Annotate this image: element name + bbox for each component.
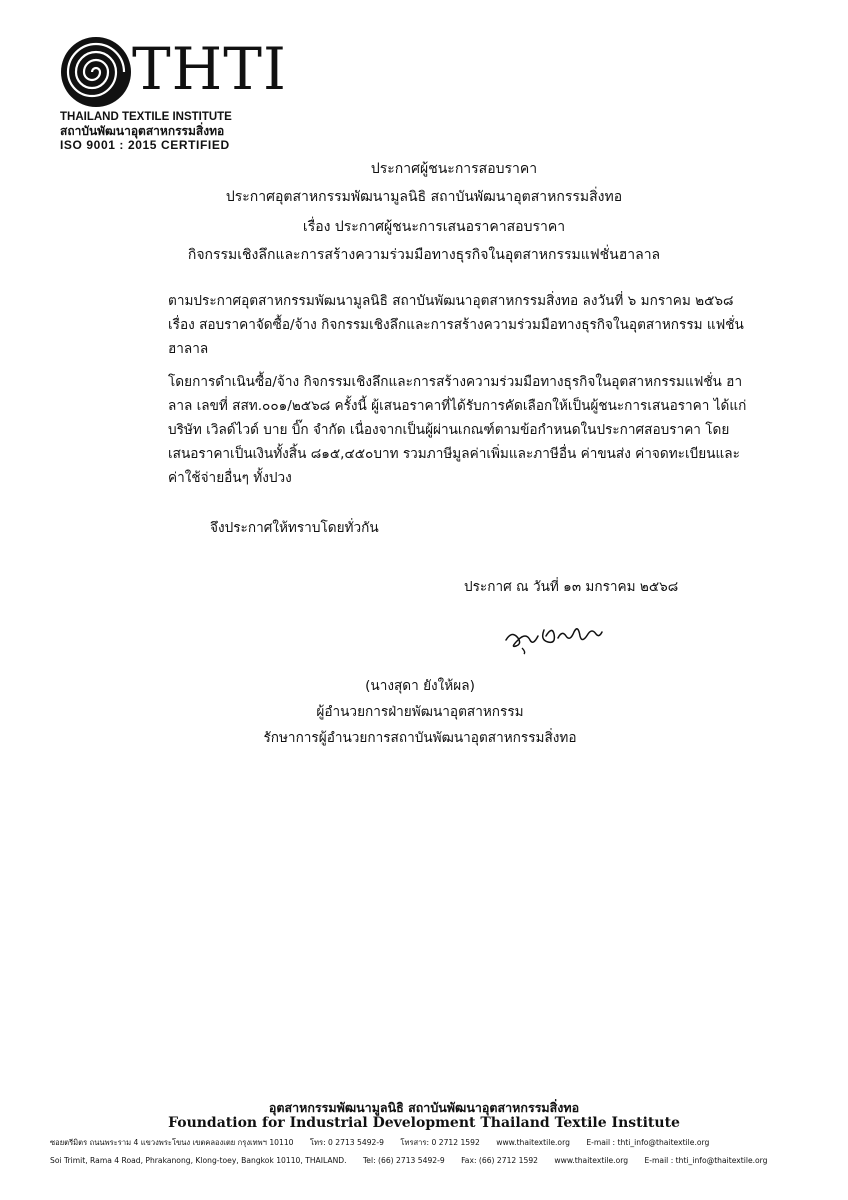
footer-address-th (50, 1137, 810, 1149)
footer-email: E-mail : thti_info@thaitextile.org (586, 1138, 710, 1147)
signatory-position-2: รักษาการผู้อำนวยการสถาบันพัฒนาอุตสาหกรรมสิ่งทอ (263, 730, 577, 746)
logo-certification: ISO 9001 : 2015 CERTIFIED (60, 138, 230, 152)
institute-logo (60, 35, 287, 152)
heading-line-2: ประกาศอุตสาหกรรมพัฒนามูลนิธิ สถาบันพัฒนาอุตสาหกรรมสิ่งทอ (225, 189, 623, 205)
signatory-position-1: ผู้อำนวยการฝ่ายพัฒนาอุตสาหกรรม (316, 704, 524, 720)
body-paragraph-3: จึงประกาศให้ทราบโดยทั่วกัน (210, 520, 379, 536)
footer-fax: Fax: (66) 2712 1592 (461, 1156, 538, 1165)
body-paragraph-1 (116, 289, 754, 361)
heading-activity: กิจกรรมเชิงลึกและการสร้างความร่วมมือทางธุรกิจในอุตสาหกรรมแฟชั่นฮาลาล (187, 247, 661, 263)
logo-wordmark: THTI (132, 35, 287, 103)
signatory-name: (นางสุดา ยังให้ผล) (365, 678, 475, 694)
footer-fax: โทรสาร: 0 2712 1592 (400, 1138, 480, 1147)
footer-tel: Tel: (66) 2713 5492-9 (362, 1156, 445, 1165)
heading-subject: เรื่อง ประกาศผู้ชนะการเสนอราคาสอบราคา (302, 219, 566, 235)
footer-email: E-mail : thti_info@thaitextile.org (644, 1156, 768, 1165)
paragraph-text: โดยการดำเนินซื้อ/จ้าง กิจกรรมเชิงลึกและการสร้างความร่วมมือทางธุรกิจในอุตสาหกรรมแฟชั่น ฮาลาล เลขที่ สสท.๐๐๑/๒๕๖๘ ครั้งนี้ ผู้เสนอราคาที่ได้รับการคัดเลือกให้เป็นผู้ชนะการเสนอราคา ได้แก่ บริษัท เวิลด์ไวด์ บาย บิ๊ก จำกัด เนื่องจากเป็นผู้ผ่านเกณฑ์ตามข้อกำหนดในประกาศสอบราคา โดยเสนอราคาเป็นเงินทั้งสิ้น ๘๑๕,๔๕๐บาท รวมภาษีมูลค่าเพิ่มและภาษีอื่น ค่าขนส่ง ค่าจดทะเบียนและค่าใช้จ่ายอื่นๆ ทั้งปวง (168, 374, 747, 486)
footer-org-en: Foundation for Industrial Development Thailand Textile Institute (168, 1115, 680, 1131)
paragraph-text: ตามประกาศอุตสาหกรรมพัฒนามูลนิธิ สถาบันพัฒนาอุตสาหกรรมสิ่งทอ ลงวันที่ ๖ มกราคม ๒๕๖๘ เรื่อง สอบราคาจัดซื้อ/จ้าง กิจกรรมเชิงลึกและการสร้างความร่วมมือทางธุรกิจในอุตสาหกรรม แฟชั่นฮาลาล (168, 293, 744, 357)
footer-website: www.thaitextile.org (554, 1156, 629, 1165)
handwritten-signature (500, 618, 620, 656)
body-paragraph-2 (116, 370, 754, 490)
footer-org-th: อุตสาหกรรมพัฒนามูลนิธิ สถาบันพัฒนาอุตสาหกรรมสิ่งทอ (268, 1100, 580, 1115)
footer-address-text: Soi Trimit, Rama 4 Road, Phrakanong, Klong-toey, Bangkok 10110, THAILAND. (50, 1156, 347, 1165)
footer-address-en (50, 1156, 810, 1165)
heading-line-1: ประกาศผู้ชนะการสอบราคา (370, 161, 538, 177)
footer-address-text: ซอยตรีมิตร ถนนพระราม 4 แขวงพระโขนง เขตคลองเตย กรุงเทพฯ 10110 (50, 1138, 294, 1147)
footer-tel: โทร: 0 2713 5492-9 (309, 1138, 384, 1147)
logo-name-en: THAILAND TEXTILE INSTITUTE (60, 111, 232, 123)
logo-name-th: สถาบันพัฒนาอุตสาหกรรมสิ่งทอ (60, 124, 225, 138)
announcement-date: ประกาศ ณ วันที่ ๑๓ มกราคม ๒๕๖๘ (464, 579, 679, 595)
spiral-icon (60, 36, 132, 108)
footer-website: www.thaitextile.org (496, 1138, 570, 1147)
